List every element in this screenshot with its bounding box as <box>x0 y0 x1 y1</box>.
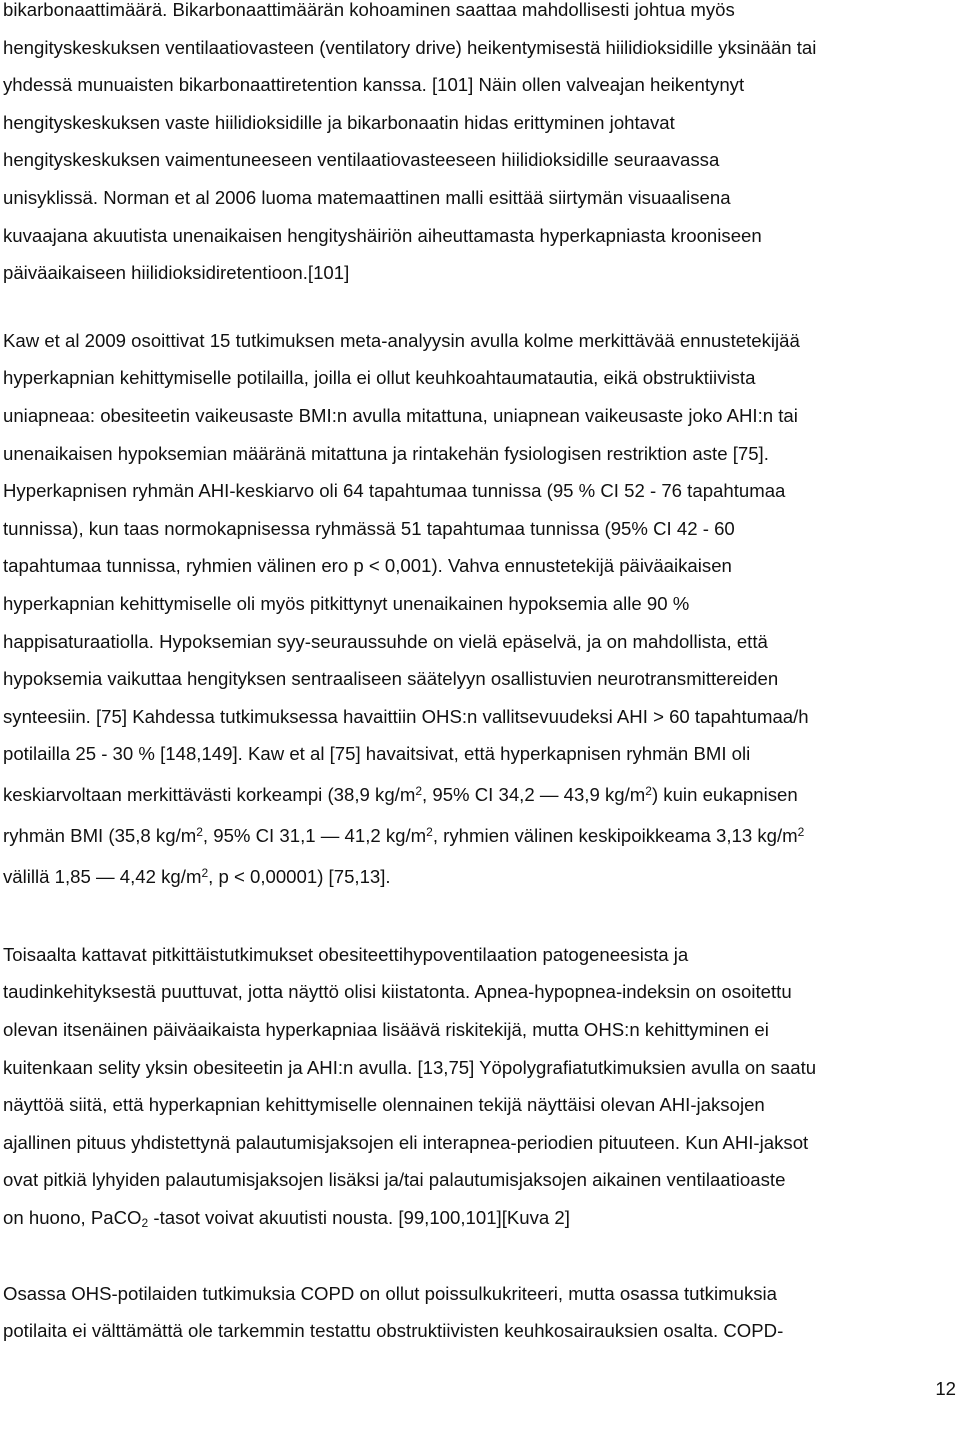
text-line: uniapneaa: obesiteetin vaikeusaste BMI:n avulla mitattuna, uniapnean vaikeusaste joko AHI:n tai <box>3 404 798 426</box>
superscript: 2 <box>426 824 433 839</box>
text-line: bikarbonaattimäärä. Bikarbonaattimäärän kohoaminen saattaa mahdollisesti johtua myös <box>3 0 735 20</box>
subscript: 2 <box>141 1216 149 1231</box>
text-line: potilailla 25 - 30 % [148,149]. Kaw et al [75] havaitsivat, että hyperkapnisen ryhmän BMI oli <box>3 743 751 765</box>
text-segment: välillä 1,85 — 4,42 kg/m <box>3 865 202 887</box>
superscript: 2 <box>797 824 805 839</box>
text-line: päiväaikaiseen hiilidioksidiretentioon.[101] <box>3 262 350 284</box>
text-line: näyttöä siitä, että hyperkapnian kehittymiselle olennainen tekijä näyttäisi olevan AHI-jaksojen <box>3 1094 765 1116</box>
paragraph-1 <box>3 0 958 292</box>
text-line: Hyperkapnisen ryhmän AHI-keskiarvo oli 64 tapahtumaa tunnissa (95 % CI 52 - 76 tapahtumaa <box>3 480 786 502</box>
text-line: hengityskeskuksen vaste hiilidioksidille ja bikarbonaatin hidas erittyminen johtavat <box>3 111 675 133</box>
text-line: synteesiin. [75] Kahdessa tutkimuksessa havaittiin OHS:n vallitsevuudeksi AHI > 60 tapahtumaa/h <box>3 705 809 727</box>
text-segment: on huono, PaCO <box>3 1207 142 1229</box>
text-segment: -tasot voivat akuutisti nousta. [99,100,101][Kuva 2] <box>148 1207 570 1229</box>
text-line: hyperkapnian kehittymiselle potilailla, joilla ei ollut keuhkoahtaumatautia, eikä obstruktiivista <box>3 367 756 389</box>
text-line: happisaturaatiolla. Hypoksemian syy-seuraussuhde on vielä epäselvä, ja on mahdollista, että <box>3 630 768 652</box>
text-line: unisyklissä. Norman et al 2006 luoma matemaattinen malli esittää siirtymän visuaalisena <box>3 186 731 208</box>
text-line: kuitenkaan selity yksin obesiteetin ja AHI:n avulla. [13,75] Yöpolygrafiatutkimuksien avulla on saatu <box>3 1056 817 1078</box>
text-line-bmi-1 <box>3 773 958 814</box>
page-number: 12 <box>935 1378 956 1399</box>
superscript: 2 <box>201 865 209 880</box>
text-segment: , 95% CI 31,1 — 41,2 kg/m <box>202 824 427 846</box>
text-line: ovat pitkiä lyhyiden palautumisjaksojen lisäksi ja/tai palautumisjaksojen aikainen ventilaatioaste <box>3 1169 786 1191</box>
text-line: olevan itsenäinen päiväaikaista hyperkapniaa lisäävä riskitekijä, mutta OHS:n kehittyminen ei <box>3 1019 769 1041</box>
text-line-bmi-3 <box>3 855 958 896</box>
text-line: hyperkapnian kehittymiselle oli myös pitkittynyt unenaikainen hypoksemia alle 90 % <box>3 592 690 614</box>
text-line: unenaikaisen hypoksemian määränä mitattuna ja rintakehän fysiologisen restriktion aste [75]. <box>3 442 769 464</box>
superscript: 2 <box>196 824 203 839</box>
text-line-paco2 <box>3 1199 958 1237</box>
text-line: hypoksemia vaikuttaa hengityksen sentraaliseen säätelyyn osallistuvien neurotransmittereiden <box>3 668 779 690</box>
paragraph-4 <box>3 1275 958 1350</box>
text-line: Osassa OHS-potilaiden tutkimuksia COPD on ollut poissulkukriteeri, mutta osassa tutkimuksia <box>3 1282 778 1304</box>
text-segment: , ryhmien välinen keskipoikkeama 3,13 kg/m <box>432 824 798 846</box>
superscript: 2 <box>415 783 423 798</box>
text-segment: , 95% CI 34,2 — 43,9 kg/m <box>422 783 646 805</box>
text-line: hengityskeskuksen ventilaatiovasteen (ventilatory drive) heikentymisestä hiilidioksidille yksinään tai <box>3 36 817 58</box>
paragraph-2 <box>3 322 958 896</box>
superscript: 2 <box>645 783 652 798</box>
text-segment: , p < 0,00001) [75,13]. <box>208 865 391 887</box>
text-line-bmi-2 <box>3 814 958 855</box>
text-segment: ryhmän BMI (35,8 kg/m <box>3 824 197 846</box>
text-line: Toisaalta kattavat pitkittäistutkimukset obesiteettihypoventilaation patogeneesista ja <box>3 943 689 965</box>
text-line: yhdessä munuaisten bikarbonaattiretention kanssa. [101] Näin ollen valveajan heikentynyt <box>3 74 745 96</box>
text-line: tapahtumaa tunnissa, ryhmien välinen ero p < 0,001). Vahva ennustetekijä päiväaikaisen <box>3 555 732 577</box>
paragraph-3 <box>3 936 958 1237</box>
document-page <box>3 0 958 1350</box>
text-line: ajallinen pituus yhdistettynä palautumisjaksojen eli interapnea-periodien pituuteen. Kun AHI-jaksot <box>3 1131 809 1153</box>
text-line: kuvaajana akuutista unenaikaisen hengityshäiriön aiheuttamasta hyperkapniasta krooniseen <box>3 224 762 246</box>
text-line: hengityskeskuksen vaimentuneeseen ventilaatiovasteeseen hiilidioksidille seuraavassa <box>3 149 720 171</box>
text-segment: ) kuin eukapnisen <box>651 783 798 805</box>
text-line: tunnissa), kun taas normokapnisessa ryhmässä 51 tapahtumaa tunnissa (95% CI 42 - 60 <box>3 517 735 539</box>
text-segment: keskiarvoltaan merkittävästi korkeampi (38,9 kg/m <box>3 783 416 805</box>
text-line: taudinkehityksestä puuttuvat, jotta näyttö olisi kiistatonta. Apnea-hypopnea-indeksin on osoitettu <box>3 981 792 1003</box>
text-line: potilaita ei välttämättä ole tarkemmin testattu obstruktiivisten keuhkosairauksien osalta. COPD- <box>3 1320 784 1342</box>
text-line: Kaw et al 2009 osoittivat 15 tutkimuksen meta-analyysin avulla kolme merkittävää ennustetekijää <box>3 329 800 351</box>
